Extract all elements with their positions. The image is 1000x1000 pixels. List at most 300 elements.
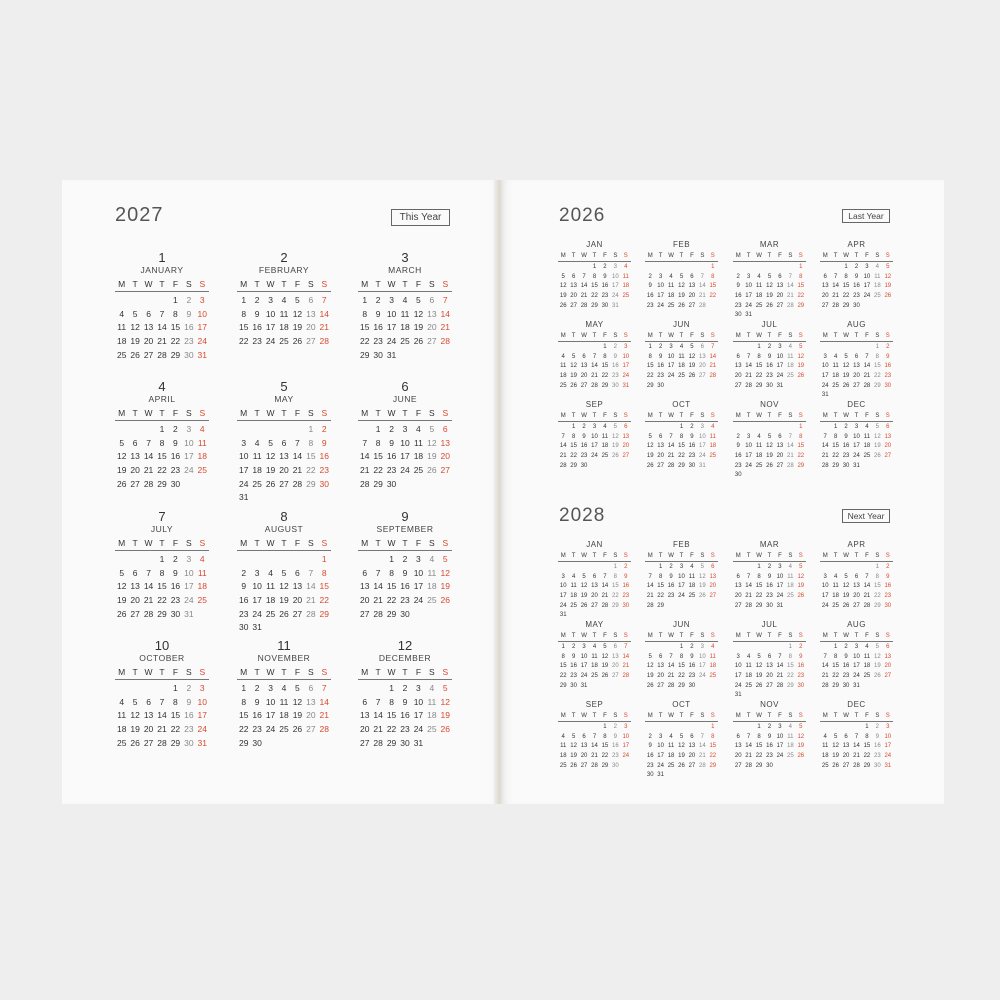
day-grid <box>237 682 331 750</box>
day-cell: 5 <box>875 644 880 650</box>
day-cell: 29 <box>170 737 181 748</box>
blank-cell <box>666 263 676 273</box>
day-cell: 29 <box>373 478 383 489</box>
day-cell: 22 <box>570 453 577 460</box>
day-cell: 26 <box>580 602 588 609</box>
day-cell: 23 <box>386 465 397 476</box>
day-cell: 6 <box>767 653 772 660</box>
day-cell: 28 <box>821 462 829 469</box>
month-calendar <box>733 700 806 771</box>
day-cell: 19 <box>797 363 805 370</box>
blank-cell <box>568 723 578 733</box>
weekday-label: S <box>429 538 435 548</box>
day-cell: 12 <box>688 353 696 360</box>
day-cell: 2 <box>186 683 192 693</box>
day-cell: 2 <box>186 295 192 305</box>
blank-cell <box>115 553 128 567</box>
day-cell: 27 <box>709 593 717 600</box>
day-cell: 3 <box>416 554 421 564</box>
day-cell: 25 <box>787 753 794 760</box>
day-cell: 21 <box>863 373 871 380</box>
day-cell: 6 <box>132 567 138 578</box>
day-cell: 4 <box>833 353 838 360</box>
weekday-label: F <box>603 333 607 339</box>
month-number: 10 <box>154 638 170 653</box>
weekday-label: S <box>700 413 705 419</box>
day-cell: 15 <box>832 663 839 670</box>
weekday-label: S <box>186 279 192 289</box>
day-cell: 23 <box>797 673 805 680</box>
day-cell: 14 <box>580 283 588 290</box>
day-cell: 23 <box>734 462 742 469</box>
weekday-label: F <box>778 713 782 719</box>
day-cell: 7 <box>592 733 597 740</box>
weekday-label: T <box>571 333 576 339</box>
day-cell: 21 <box>745 753 752 760</box>
day-cell: 17 <box>678 583 685 590</box>
day-cell: 4 <box>746 653 751 660</box>
weekday-label: W <box>144 667 153 677</box>
day-cell: 3 <box>746 433 751 440</box>
day-cell: 7 <box>746 353 751 360</box>
day-cell: 10 <box>821 363 829 370</box>
day-cell: 25 <box>667 762 675 769</box>
blank-cell <box>645 723 655 733</box>
day-cell: 18 <box>709 663 717 670</box>
day-cell: 2 <box>690 644 694 650</box>
day-cell: 8 <box>679 433 684 440</box>
weekday-label: T <box>254 408 260 418</box>
day-cell: 16 <box>570 663 577 670</box>
month-calendar <box>358 379 452 491</box>
day-cell: 22 <box>797 453 805 460</box>
day-cell: 10 <box>776 733 784 740</box>
day-cell: 25 <box>874 293 881 300</box>
day-cell: 2 <box>624 564 628 570</box>
day-cell: 17 <box>853 443 860 450</box>
day-cell: 19 <box>646 453 654 460</box>
weekday-label: W <box>387 667 396 677</box>
day-cell: 6 <box>854 573 859 580</box>
last-year-badge: Last Year <box>842 209 890 223</box>
day-cell: 16 <box>734 293 742 300</box>
day-cell: 5 <box>295 295 300 305</box>
day-cell: 15 <box>832 443 839 450</box>
month-calendar <box>733 620 806 701</box>
weekday-label: T <box>854 713 859 719</box>
month-name: DEC <box>847 700 866 709</box>
day-cell: 11 <box>279 696 289 707</box>
weekday-label: T <box>375 538 381 548</box>
weekday-header-row <box>558 632 631 642</box>
day-cell: 23 <box>612 753 619 760</box>
day-cell: 12 <box>427 437 437 448</box>
month-calendar <box>733 400 806 481</box>
day-cell: 22 <box>842 293 850 300</box>
day-cell: 24 <box>821 382 829 389</box>
day-cell: 18 <box>755 453 763 460</box>
day-cell: 21 <box>157 336 167 347</box>
day-cell: 15 <box>306 451 316 462</box>
weekday-label: T <box>746 713 751 719</box>
day-cell: 2 <box>648 273 652 280</box>
day-cell: 27 <box>884 453 892 460</box>
day-cell: 17 <box>400 451 410 462</box>
day-cell: 18 <box>863 443 871 450</box>
day-cell: 21 <box>821 453 829 460</box>
weekday-label: T <box>402 408 408 418</box>
day-cell: 4 <box>833 573 838 580</box>
day-cell: 7 <box>442 295 448 305</box>
weekday-label: S <box>308 667 314 677</box>
day-grid <box>558 263 631 311</box>
day-cell: 23 <box>688 453 696 460</box>
day-cell: 10 <box>413 696 424 707</box>
day-cell: 12 <box>440 696 451 707</box>
weekday-label: M <box>361 279 369 289</box>
day-cell: 7 <box>582 273 586 280</box>
day-cell: 18 <box>863 663 871 670</box>
day-cell: 10 <box>197 696 208 707</box>
day-cell: 13 <box>143 322 154 333</box>
day-cell: 1 <box>658 564 663 570</box>
day-cell: 17 <box>776 743 784 750</box>
day-cell: 16 <box>373 322 383 333</box>
day-cell: 30 <box>612 382 619 389</box>
day-cell: 26 <box>842 602 850 609</box>
day-cell: 24 <box>197 336 208 347</box>
day-cell: 15 <box>787 663 794 670</box>
day-cell: 4 <box>711 424 715 430</box>
day-cell: 19 <box>832 753 839 760</box>
blank-cell <box>754 263 764 273</box>
day-cell: 22 <box>874 373 881 380</box>
day-cell: 12 <box>559 283 567 290</box>
day-cell: 14 <box>832 283 839 290</box>
blank-cell <box>733 343 743 353</box>
day-cell: 11 <box>197 437 207 448</box>
day-cell: 7 <box>592 353 597 360</box>
day-cell: 11 <box>678 353 685 360</box>
blank-cell <box>862 563 872 573</box>
day-cell: 22 <box>306 465 316 476</box>
blank-cell <box>291 423 304 437</box>
day-cell: 22 <box>559 673 567 680</box>
day-cell: 12 <box>678 283 685 290</box>
day-cell: 20 <box>591 593 598 600</box>
blank-cell <box>841 343 851 353</box>
weekday-header-row <box>358 537 452 551</box>
day-cell: 14 <box>359 451 370 462</box>
day-cell: 12 <box>646 663 654 670</box>
day-cell: 13 <box>734 583 742 590</box>
day-cell: 7 <box>375 696 381 707</box>
day-cell: 10 <box>657 283 664 290</box>
day-cell: 5 <box>799 344 803 350</box>
day-cell: 20 <box>853 373 860 380</box>
day-cell: 12 <box>766 443 773 450</box>
weekday-header-row <box>820 632 893 642</box>
day-cell: 28 <box>373 737 383 748</box>
weekday-label: T <box>679 413 684 419</box>
day-cell: 16 <box>580 443 588 450</box>
day-cell: 3 <box>736 653 740 660</box>
day-cell: 11 <box>787 573 794 580</box>
day-cell: 15 <box>755 583 763 590</box>
weekday-label: S <box>186 538 192 548</box>
day-cell: 28 <box>853 762 860 769</box>
day-cell: 26 <box>884 293 892 300</box>
day-cell: 20 <box>143 724 154 735</box>
blank-cell <box>676 263 686 273</box>
day-cell: 18 <box>622 283 630 290</box>
weekday-label: T <box>159 408 165 418</box>
day-cell: 21 <box>776 673 784 680</box>
day-cell: 29 <box>832 462 839 469</box>
blank-cell <box>568 263 578 273</box>
day-cell: 22 <box>238 724 249 735</box>
day-cell: 4 <box>669 273 673 280</box>
day-cell: 9 <box>690 653 694 660</box>
blank-cell <box>697 263 707 273</box>
blank-cell <box>115 682 128 696</box>
day-cell: 4 <box>865 644 869 650</box>
weekday-label: W <box>581 553 587 559</box>
day-cell: 7 <box>778 653 782 660</box>
day-cell: 25 <box>591 673 598 680</box>
day-cell: 11 <box>427 567 437 578</box>
day-cell: 17 <box>776 363 784 370</box>
day-cell: 10 <box>821 583 829 590</box>
blank-cell <box>558 423 568 433</box>
day-cell: 13 <box>580 743 588 750</box>
day-cell: 11 <box>787 733 794 740</box>
day-cell: 11 <box>745 663 752 670</box>
day-cell: 24 <box>197 724 208 735</box>
month-name: AUGUST <box>264 524 304 534</box>
day-cell: 5 <box>571 733 576 740</box>
day-cell: 25 <box>116 737 127 748</box>
day-cell: 14 <box>821 443 829 450</box>
weekday-label: M <box>240 279 248 289</box>
day-cell: 29 <box>386 737 397 748</box>
day-cell: 9 <box>767 733 772 740</box>
day-cell: 21 <box>787 293 794 300</box>
day-cell: 2 <box>402 554 408 564</box>
day-grid <box>820 723 893 771</box>
day-cell: 10 <box>386 308 397 319</box>
day-cell: 4 <box>669 733 673 740</box>
day-cell: 29 <box>386 608 397 619</box>
day-cell: 10 <box>622 353 630 360</box>
weekday-label: M <box>560 553 566 559</box>
day-cell: 15 <box>319 581 330 592</box>
day-cell: 27 <box>306 336 316 347</box>
day-cell: 24 <box>699 453 706 460</box>
day-grid <box>645 343 718 391</box>
day-cell: 14 <box>699 743 706 750</box>
day-cell: 25 <box>265 608 276 619</box>
day-cell: 1 <box>571 424 576 430</box>
day-cell: 14 <box>863 363 871 370</box>
weekday-header-row <box>733 632 806 642</box>
day-grid <box>645 423 718 471</box>
day-cell: 27 <box>842 762 850 769</box>
day-cell: 19 <box>678 753 685 760</box>
day-cell: 29 <box>657 602 664 609</box>
day-cell: 17 <box>734 673 742 680</box>
day-cell: 6 <box>362 696 368 707</box>
day-cell: 20 <box>699 363 706 370</box>
day-cell: 15 <box>591 283 598 290</box>
weekday-label: M <box>118 538 126 548</box>
day-cell: 20 <box>440 451 451 462</box>
day-cell: 15 <box>797 283 805 290</box>
month-calendar <box>115 638 209 750</box>
weekday-label: F <box>603 713 607 719</box>
month-name: AUG <box>847 320 866 329</box>
day-cell: 20 <box>709 583 717 590</box>
weekday-label: T <box>375 408 381 418</box>
day-cell: 5 <box>690 344 694 350</box>
day-cell: 27 <box>657 682 664 689</box>
day-cell: 23 <box>657 373 664 380</box>
weekday-label: S <box>875 413 880 419</box>
day-cell: 21 <box>143 465 154 476</box>
day-cell: 24 <box>657 302 664 309</box>
day-cell: 13 <box>766 663 773 670</box>
day-cell: 25 <box>400 336 410 347</box>
day-cell: 19 <box>766 293 773 300</box>
day-cell: 7 <box>295 437 300 448</box>
weekday-label: S <box>199 279 206 289</box>
day-cell: 14 <box>699 283 706 290</box>
weekday-label: W <box>581 333 587 339</box>
day-cell: 10 <box>184 437 194 448</box>
day-cell: 6 <box>736 733 740 740</box>
day-cell: 18 <box>745 673 752 680</box>
weekday-label: S <box>613 253 618 259</box>
day-cell: 12 <box>292 696 303 707</box>
day-cell: 10 <box>776 353 784 360</box>
weekday-label: T <box>132 279 138 289</box>
month-number: 2 <box>280 250 288 265</box>
day-cell: 26 <box>440 724 451 735</box>
day-cell: 7 <box>700 733 705 740</box>
day-cell: 21 <box>863 593 871 600</box>
day-cell: 25 <box>279 724 289 735</box>
day-cell: 4 <box>281 683 287 693</box>
blank-cell <box>128 553 141 567</box>
day-cell: 8 <box>362 308 368 319</box>
day-cell: 9 <box>658 353 663 360</box>
day-cell: 18 <box>413 451 424 462</box>
day-cell: 27 <box>734 382 742 389</box>
day-cell: 28 <box>699 762 706 769</box>
day-cell: 16 <box>797 663 805 670</box>
day-cell: 29 <box>874 382 881 389</box>
day-cell: 9 <box>854 273 859 280</box>
weekday-label: T <box>679 253 684 259</box>
day-cell: 22 <box>646 373 654 380</box>
day-cell: 15 <box>863 743 871 750</box>
day-cell: 21 <box>832 293 839 300</box>
day-cell: 22 <box>709 753 717 760</box>
day-cell: 5 <box>679 733 684 740</box>
month-calendar <box>820 540 893 611</box>
day-cell: 29 <box>570 462 577 469</box>
weekday-label: S <box>623 713 628 719</box>
day-cell: 24 <box>265 336 276 347</box>
month-calendar <box>115 379 209 491</box>
day-cell: 15 <box>874 363 881 370</box>
weekday-label: M <box>647 553 653 559</box>
day-cell: 4 <box>561 733 565 740</box>
day-cell: 21 <box>306 595 316 606</box>
day-cell: 11 <box>414 437 423 448</box>
day-cell: 14 <box>787 283 794 290</box>
day-cell: 1 <box>875 344 880 350</box>
day-cell: 26 <box>766 302 773 309</box>
weekday-label: S <box>788 553 793 559</box>
day-cell: 20 <box>306 322 316 333</box>
day-cell: 31 <box>252 622 262 633</box>
day-cell: 30 <box>170 608 181 619</box>
blank-cell <box>733 643 743 653</box>
day-cell: 19 <box>116 595 127 606</box>
day-cell: 17 <box>238 465 249 476</box>
day-cell: 13 <box>688 283 696 290</box>
month-name: OCT <box>672 700 691 709</box>
day-cell: 4 <box>788 344 793 350</box>
day-cell: 25 <box>745 682 752 689</box>
day-cell: 19 <box>292 322 303 333</box>
day-cell: 10 <box>667 353 675 360</box>
day-cell: 29 <box>612 602 619 609</box>
weekday-header-row <box>820 412 893 422</box>
day-cell: 12 <box>766 283 773 290</box>
blank-cell <box>655 643 665 653</box>
day-cell: 31 <box>699 462 706 469</box>
day-cell: 25 <box>755 302 763 309</box>
day-cell: 11 <box>570 583 577 590</box>
day-cell: 9 <box>254 308 260 319</box>
day-cell: 1 <box>173 683 178 693</box>
weekday-label: S <box>429 279 435 289</box>
month-name: OCT <box>672 400 691 409</box>
day-cell: 16 <box>319 451 330 462</box>
month-calendar <box>358 638 452 750</box>
blank-cell <box>237 423 250 437</box>
weekday-label: T <box>571 413 576 419</box>
weekday-label: M <box>735 333 741 339</box>
day-cell: 26 <box>646 682 654 689</box>
day-cell: 5 <box>648 653 652 660</box>
month-name: JUL <box>761 620 778 629</box>
day-cell: 24 <box>252 608 262 619</box>
day-cell: 4 <box>603 424 607 430</box>
weekday-label: F <box>690 253 694 259</box>
weekday-label: T <box>746 553 751 559</box>
day-cell: 15 <box>709 283 717 290</box>
day-cell: 7 <box>746 573 751 580</box>
day-cell: 15 <box>755 743 763 750</box>
day-cell: 15 <box>678 443 685 450</box>
day-grid <box>558 423 631 471</box>
day-cell: 5 <box>119 437 125 448</box>
day-cell: 29 <box>157 478 167 489</box>
day-cell: 29 <box>306 478 316 489</box>
